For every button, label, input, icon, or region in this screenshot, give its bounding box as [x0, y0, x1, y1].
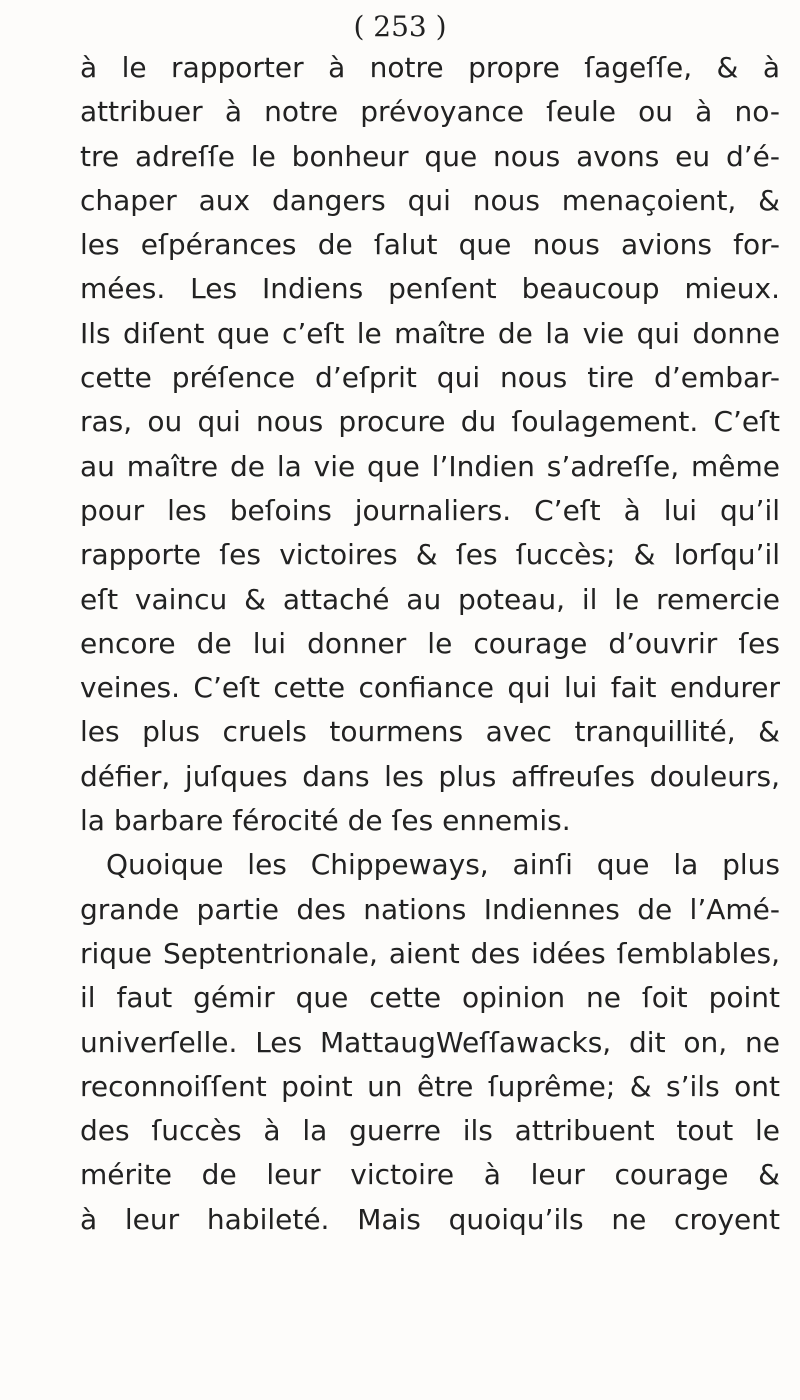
text-line: mérite de leur victoire à leur courage & [80, 1158, 780, 1192]
text-line: mées. Les Indiens penſent beaucoup mieux. [80, 272, 780, 306]
text-line: cette préſence d’eſprit qui nous tire d’embar- [80, 361, 780, 395]
text-line: à leur habileté. Mais quoiqu’ils ne croyent [80, 1202, 780, 1236]
text-line: au maître de la vie que l’Indien s’adreſſe, même [80, 449, 780, 483]
text-line: les plus cruels tourmens avec tranquillité, & [80, 715, 780, 749]
text-line: les eſpérances de ſalut que nous avions for- [80, 228, 780, 262]
text-line: grande partie des nations Indiennes de l’Amé- [80, 892, 780, 926]
text-line: rapporte ſes victoires & ſes ſuccès; & lorſqu’il [80, 538, 780, 572]
text-line: chaper aux dangers qui nous menaçoient, & [80, 183, 780, 217]
text-line: il faut gémir que cette opinion ne ſoit point [80, 981, 780, 1015]
text-line: eſt vaincu & attaché au poteau, il le remercie [80, 582, 780, 616]
body-text [80, 46, 780, 1242]
text-line: reconnoiſſent point un être ſuprême; & s’ils ont [80, 1069, 780, 1103]
text-line: ras, ou qui nous procure du ſoulagement. C’eſt [80, 405, 780, 439]
text-line: attribuer à notre prévoyance ſeule ou à no- [80, 95, 780, 129]
text-line: à le rapporter à notre propre ſageſſe, & à [80, 51, 780, 84]
text-line: encore de lui donner le courage d’ouvrir ſes [80, 626, 780, 660]
text-line: pour les beſoins journaliers. C’eſt à lui qu’il [80, 493, 780, 527]
text-line: Quoique les Chippeways, ainſi que la plus [106, 848, 780, 882]
page-number: ( 253 ) [353, 10, 447, 43]
text-line: tre adreſſe le bonheur que nous avons eu d’é- [80, 139, 780, 173]
text-line: univerſelle. Les MattaugWeſſawacks, dit on, ne [80, 1025, 780, 1059]
text-line: des ſuccès à la guerre ils attribuent tout le [80, 1114, 780, 1148]
text-line: Ils diſent que c’eſt le maître de la vie qui donne [80, 316, 780, 350]
text-line: la barbare férocité de ſes ennemis. [80, 804, 571, 838]
text-line: rique Septentrionale, aient des idées ſemblables, [80, 936, 780, 970]
text-line: défier, juſques dans les plus affreuſes douleurs, [80, 759, 780, 793]
text-line: veines. C’eſt cette confiance qui lui fait endurer [80, 671, 780, 705]
